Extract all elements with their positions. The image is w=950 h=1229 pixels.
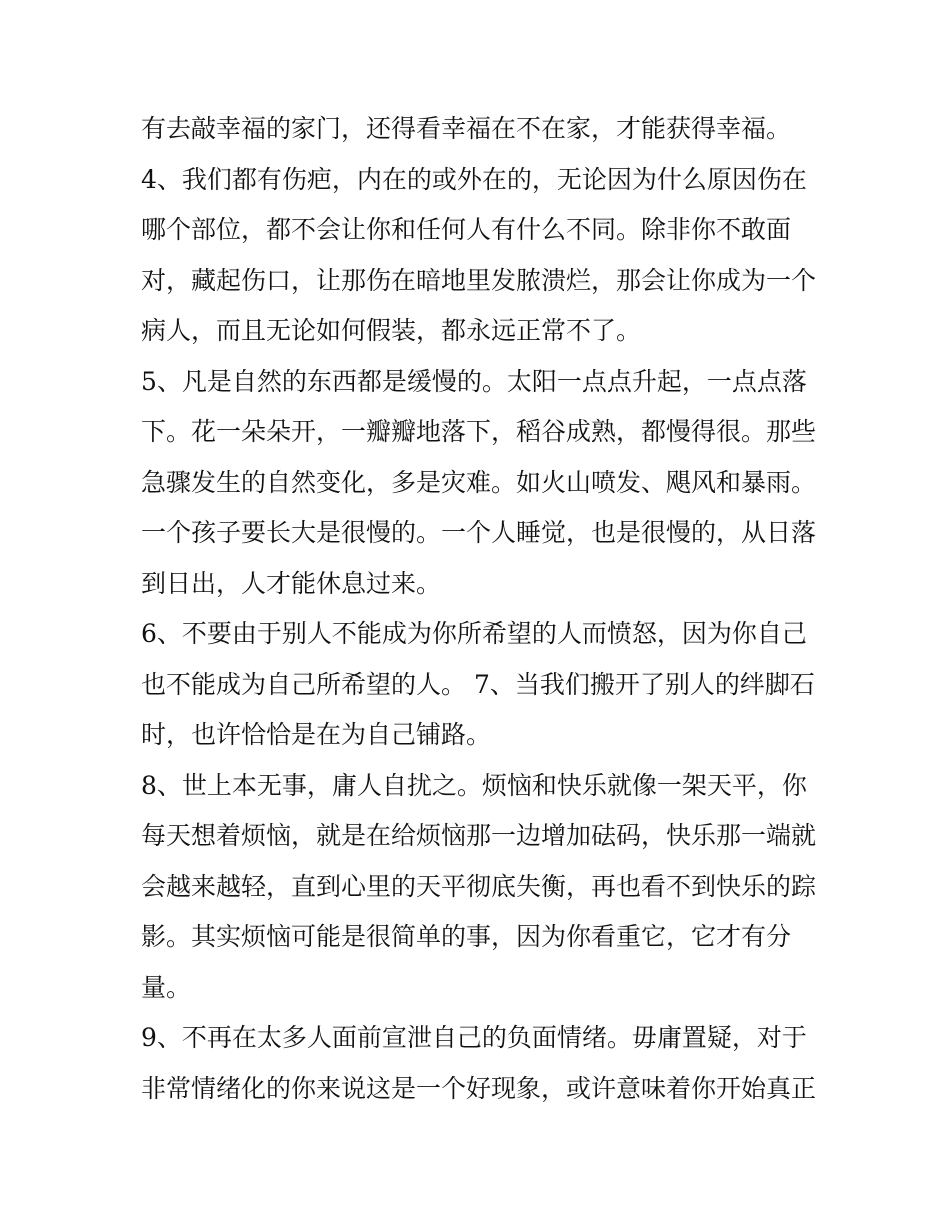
text-line: 量。 [141,972,192,1002]
text-line: 一个孩子要长大是很慢的。一个人睡觉，也是很慢的，从日落 [141,518,817,547]
body-text [141,104,821,1114]
text-line: 9、不再在太多人面前宣泄自己的负面情绪。毋庸置疑，对于 [141,1023,807,1052]
text-line: 急骤发生的自然变化，多是灾难。如火山喷发、飓风和暴雨。 [141,467,817,497]
text-line: 非常情绪化的你来说这是一个好现象，或许意味着你开始真正 [141,1073,817,1103]
text-line: 有去敲幸福的家门，还得看幸福在不在家，才能获得幸福。 [141,114,792,143]
text-line: 病人，而且无论如何假装，都永远正常不了。 [141,316,642,345]
text-line: 4、我们都有伤疤，内在的或外在的，无论因为什么原因伤在 [141,164,807,194]
text-line: 下。花一朵朵开，一瓣瓣地落下，稻谷成熟，都慢得很。那些 [141,417,817,446]
text-line: 6、不要由于别人不能成为你所希望的人而愤怒，因为你自己 [141,619,807,648]
text-line: 哪个部位，都不会让你和任何人有什么不同。除非你不敢面 [141,215,792,244]
text-line: 时，也许恰恰是在为自己铺路。 [141,720,492,749]
text-line: 每天想着烦恼，就是在给烦恼那一边增加砝码，快乐那一端就 [141,821,817,850]
text-line: 会越来越轻，直到心里的天平彻底失衡，再也看不到快乐的踪 [141,871,817,901]
text-line: 5、凡是自然的东西都是缓慢的。太阳一点点升起，一点点落 [141,366,807,396]
text-line: 到日出，人才能休息过来。 [141,568,442,598]
text-line: 影。其实烦恼可能是很简单的事，因为你看重它，它才有分 [141,922,792,951]
text-line: 8、世上本无事，庸人自扰之。烦恼和快乐就像一架天平，你 [141,770,807,800]
text-line: 也不能成为自己所希望的人。 7、当我们搬开了别人的绊脚石 [141,669,815,699]
text-line: 对，藏起伤口，让那伤在暗地里发脓溃烂，那会让你成为一个 [141,265,817,295]
